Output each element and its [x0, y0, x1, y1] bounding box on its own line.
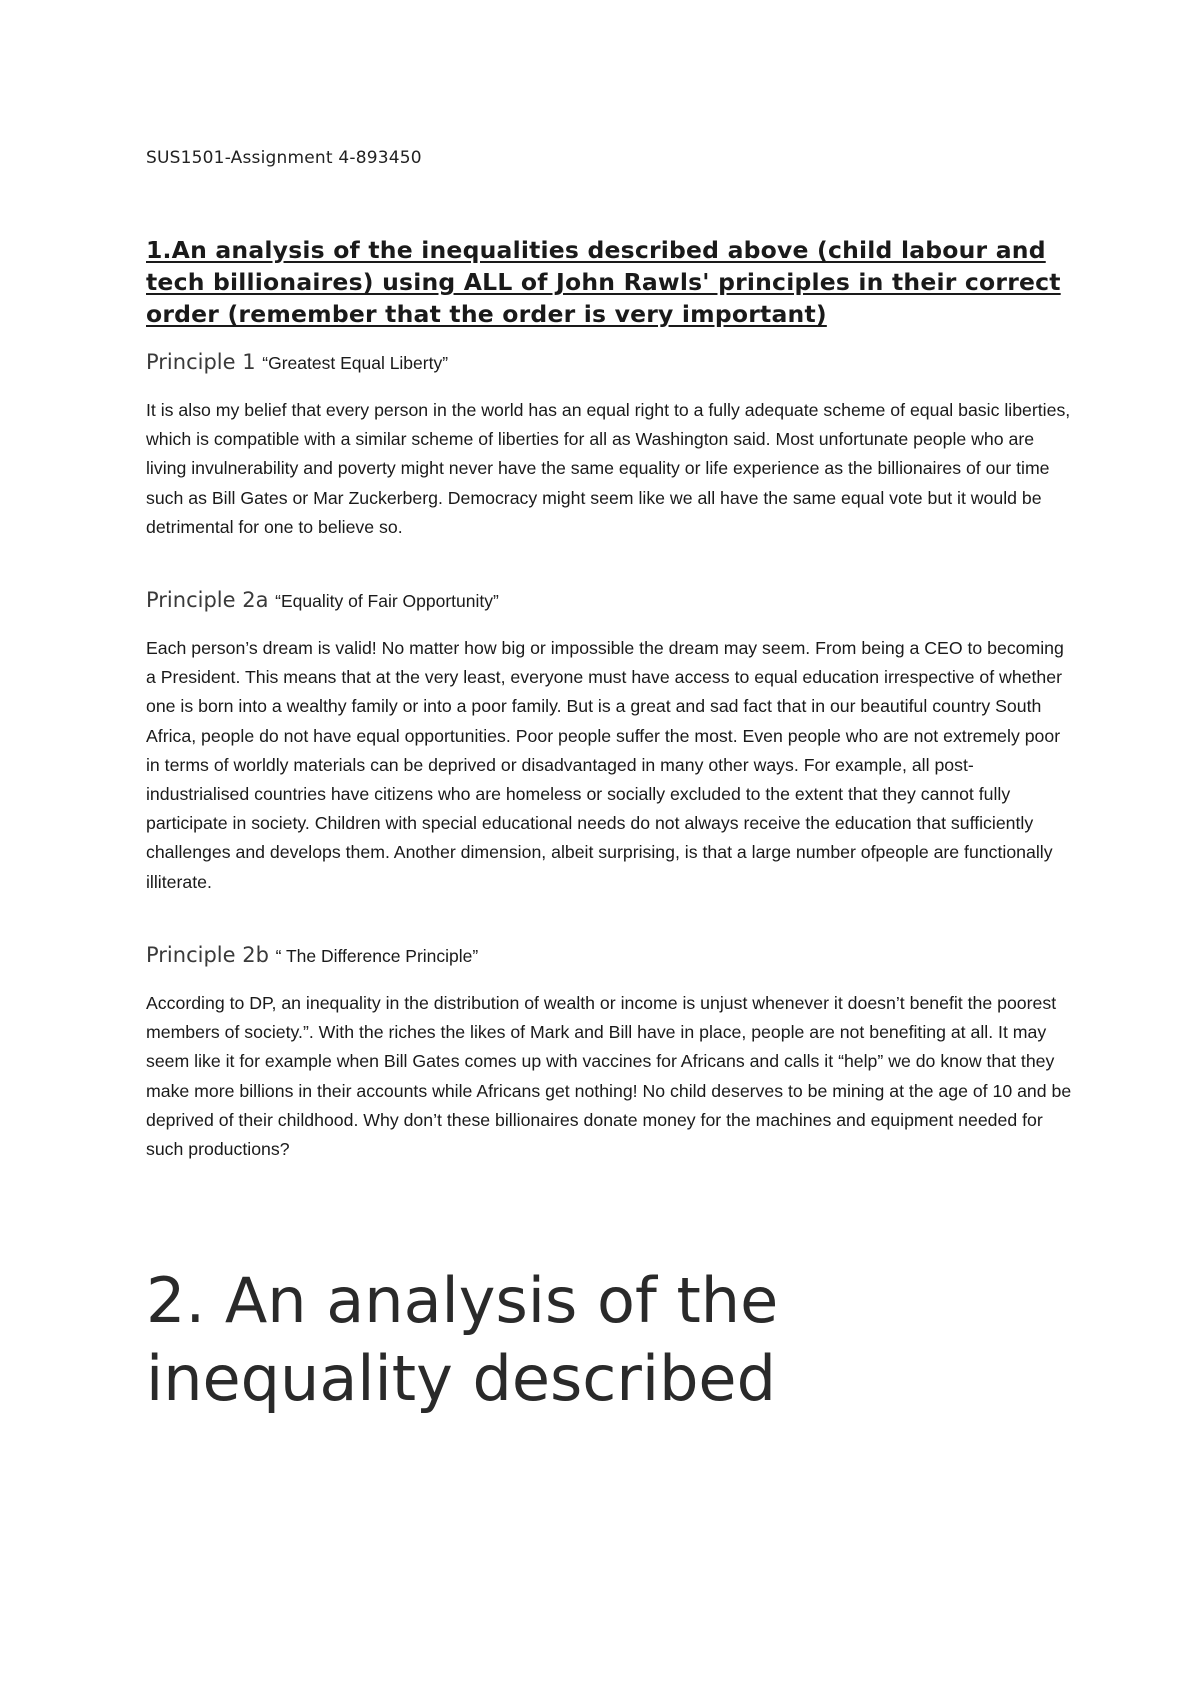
principle-1-title: “Greatest Equal Liberty” — [262, 353, 449, 373]
principle-2a-heading — [146, 588, 499, 612]
principle-1-body: It is also my belief that every person in the world has an equal right to a fully adequate scheme of equal basic liberties, which is compatible with a similar scheme of liberties for all as Washington said. Most unfortunate people who are living invulnerability and poverty might never have the same equality or life experience as the billionaires of our time such as Bill Gates or Mar Zuckerberg. Democracy might seem like we all have the same equal vote but it would be detrimental for one to believe so. — [146, 400, 1071, 537]
principle-2a-body: Each person’s dream is valid! No matter how big or impossible the dream may seem. From being a CEO to becoming a President. This means that at the very least, everyone must have access to equal education irrespective of whether one is born into a wealthy family or into a poor family. But is a great and sad fact that in our beautiful country South Africa, people do not have equal opportunities. Poor people suffer the most. Even people who are not extremely poor in terms of worldly materials can be deprived or disadvantaged in many other ways. For example, all post-industrialised countries have citizens who are homeless or socially excluded to the extent that they cannot fully participate in society. Children with special educational needs do not always receive the education that sufficiently challenges and develops them. Another dimension, albeit surprising, is that a large number ofpeople are functionally illiterate. — [146, 638, 1064, 892]
principle-1-heading — [146, 350, 448, 374]
question-1-heading: 1.An analysis of the inequalities described above (child labour and tech billionaires) using ALL of John Rawls' principles in their correct order (remember that the order is very important) — [146, 236, 1061, 328]
principle-2b-heading — [146, 943, 478, 967]
document-header: SUS1501-Assignment 4-893450 — [146, 148, 422, 168]
principle-2b-body: According to DP, an inequality in the distribution of wealth or income is unjust whenever it doesn’t benefit the poorest members of society.”. With the riches the likes of Mark and Bill have in place, people are not benefiting at all. It may seem like it for example when Bill Gates comes up with vaccines for Africans and calls it “help” we do know that they make more billions in their accounts while Africans get nothing! No child deserves to be mining at the age of 10 and be deprived of their childhood. Why don’t these billionaires donate money for the machines and equipment needed for such productions? — [146, 993, 1072, 1160]
principle-2b-label: Principle 2b — [146, 943, 269, 967]
principle-1-label: Principle 1 — [146, 350, 256, 374]
question-2-heading: 2. An analysis of the inequality described — [146, 1264, 779, 1415]
principle-2b-title: “ The Difference Principle” — [275, 946, 479, 966]
principle-2a-label: Principle 2a — [146, 588, 269, 612]
principle-2a-title: “Equality of Fair Opportunity” — [275, 591, 499, 611]
